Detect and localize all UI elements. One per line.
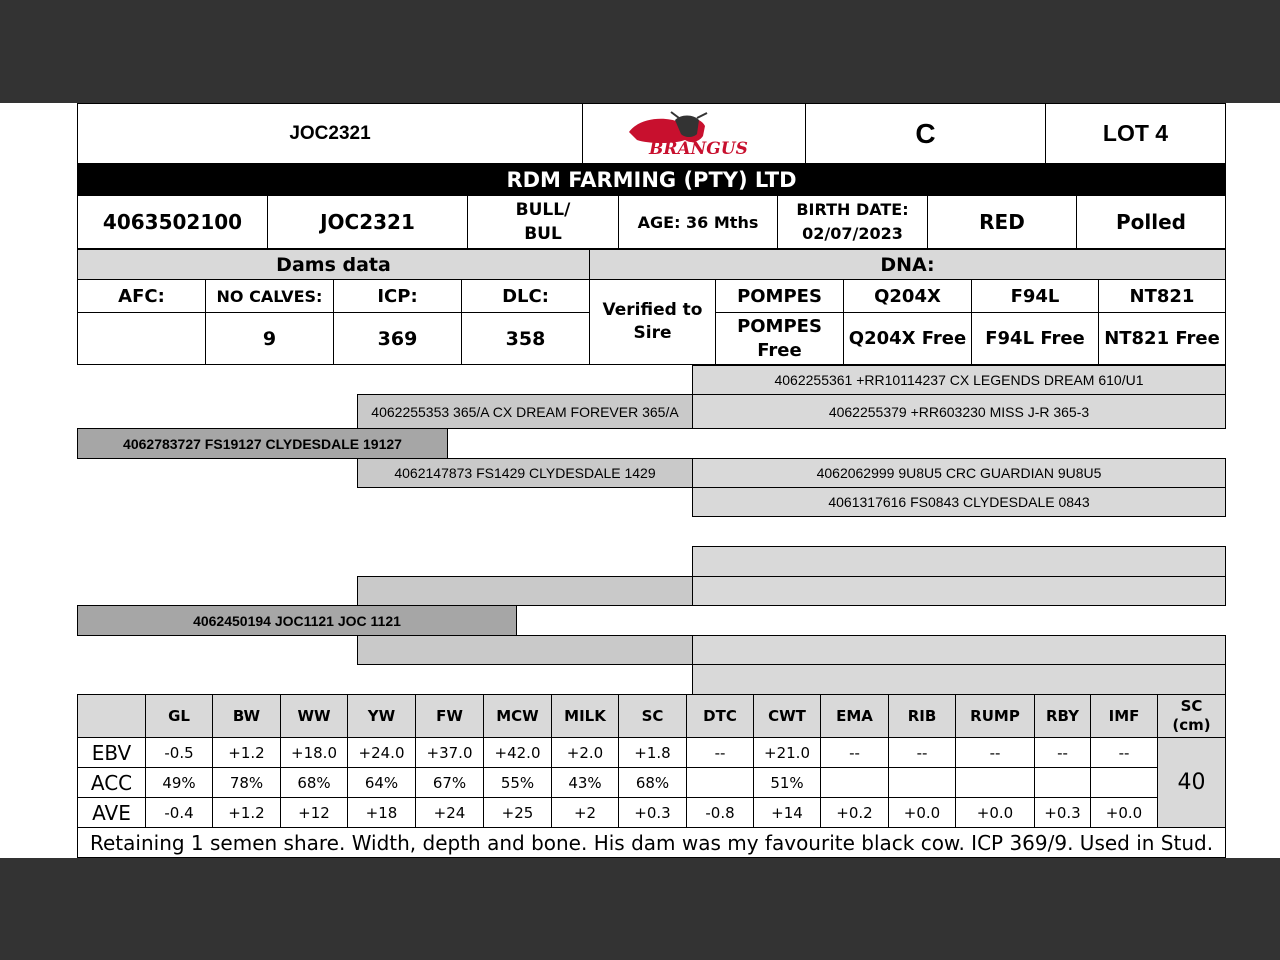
ebv-row-label-acc: ACC — [77, 767, 146, 798]
ebv-cell: +18 — [347, 797, 416, 828]
ebv-cell: +0.0 — [888, 797, 956, 828]
pedigree-sire-sire-sire: 4062255361 +RR10114237 CX LEGENDS DREAM 610/U1 — [692, 365, 1226, 395]
dna-verified-line-2: Sire — [633, 323, 672, 343]
no-calves-value: 9 — [205, 312, 334, 365]
ebv-cell: -0.4 — [145, 797, 213, 828]
pedigree-sire-sire: 4062255353 365/A CX DREAM FOREVER 365/A — [357, 394, 693, 429]
ebv-cell — [955, 767, 1035, 798]
ebv-cell: +2.0 — [551, 737, 619, 768]
pedigree-sire-sire-dam: 4062255379 +RR603230 MISS J-R 365-3 — [692, 394, 1226, 429]
dna-value-q204x: Q204X Free — [843, 312, 972, 365]
lot-number: LOT 4 — [1045, 103, 1226, 164]
ebv-cell: 49% — [145, 767, 213, 798]
ebv-cell: +18.0 — [280, 737, 348, 768]
sex-line-2: BUL — [524, 224, 562, 244]
ebv-cell: +1.2 — [212, 737, 281, 768]
grade: C — [805, 103, 1046, 164]
dna-value-nt821: NT821 Free — [1098, 312, 1226, 365]
dna-header-q204x: Q204X — [843, 279, 972, 313]
ebv-cell: -- — [955, 737, 1035, 768]
ebv-cell: +24.0 — [347, 737, 416, 768]
ebv-cell: -0.8 — [686, 797, 754, 828]
ebv-cell: +2 — [551, 797, 619, 828]
sc-cm-header-line-1: SC — [1180, 697, 1203, 715]
ebv-cell: 68% — [618, 767, 687, 798]
ebv-header-sc-cm — [1157, 694, 1226, 738]
ebv-cell: +0.0 — [955, 797, 1035, 828]
dna-verified-line-1: Verified to — [602, 300, 703, 320]
ebv-corner — [77, 694, 146, 738]
ebv-header-dtc: DTC — [686, 694, 754, 738]
ebv-header-yw: YW — [347, 694, 416, 738]
dna-header-nt821: NT821 — [1098, 279, 1226, 313]
dna-value-pompes-line-1: POMPES — [737, 315, 822, 337]
ebv-cell — [686, 767, 754, 798]
dlc-header: DLC: — [461, 279, 590, 313]
ebv-cell: -- — [820, 737, 889, 768]
lot-sheet — [0, 103, 1280, 858]
dna-value-f94l: F94L Free — [971, 312, 1099, 365]
ebv-cell: +0.3 — [618, 797, 687, 828]
ebv-cell: 64% — [347, 767, 416, 798]
ebv-cell — [1034, 767, 1091, 798]
comment: Retaining 1 semen share. Width, depth and bone. His dam was my favourite black cow. ICP 369/9. Used in Stud. — [77, 827, 1226, 858]
dlc-value: 358 — [461, 312, 590, 365]
dna-verified — [589, 279, 716, 365]
pedigree-sire-dam-sire: 4062062999 9U8U5 CRC GUARDIAN 9U8U5 — [692, 458, 1226, 488]
ebv-cell: -- — [1090, 737, 1158, 768]
ebv-cell: +24 — [415, 797, 484, 828]
ebv-header-gl: GL — [145, 694, 213, 738]
ebv-header-rib: RIB — [888, 694, 956, 738]
header-id: JOC2321 — [77, 103, 583, 164]
pedigree-sire: 4062783727 FS19127 CLYDESDALE 19127 — [77, 428, 448, 459]
ebv-cell: +0.3 — [1034, 797, 1091, 828]
ebv-header-ema: EMA — [820, 694, 889, 738]
birth-date-label: BIRTH DATE: — [796, 200, 909, 219]
dna-value-pompes-line-2: Free — [757, 339, 802, 361]
pedigree-dam-dam-dam — [692, 664, 1226, 695]
ebv-cell: -- — [888, 737, 956, 768]
ebv-row-label-ebv: EBV — [77, 737, 146, 768]
svg-text:BRANGUS: BRANGUS — [649, 138, 748, 158]
ebv-cell: +25 — [483, 797, 552, 828]
birth-date — [777, 195, 928, 249]
ebv-cell: +12 — [280, 797, 348, 828]
dna-title: DNA: — [589, 249, 1226, 280]
dams-data-title: Dams data — [77, 249, 590, 280]
ebv-cell: +1.2 — [212, 797, 281, 828]
icp-header: ICP: — [333, 279, 462, 313]
colour: RED — [927, 195, 1077, 249]
pedigree-sire-dam-dam: 4061317616 FS0843 CLYDESDALE 0843 — [692, 487, 1226, 517]
registration-number: 4063502100 — [77, 195, 268, 249]
ebv-cell: +21.0 — [753, 737, 821, 768]
pedigree-dam-dam-sire — [692, 635, 1226, 665]
pedigree-dam-sire — [357, 576, 693, 606]
sc-value: 40 — [1157, 737, 1226, 828]
ebv-header-milk: MILK — [551, 694, 619, 738]
ebv-cell: 55% — [483, 767, 552, 798]
ebv-cell: +37.0 — [415, 737, 484, 768]
ebv-header-rby: RBY — [1034, 694, 1091, 738]
ebv-cell: +1.8 — [618, 737, 687, 768]
pedigree-sire-dam: 4062147873 FS1429 CLYDESDALE 1429 — [357, 458, 693, 488]
ebv-header-cwt: CWT — [753, 694, 821, 738]
ebv-header-rump: RUMP — [955, 694, 1035, 738]
brangus-logo — [582, 103, 806, 164]
animal-id: JOC2321 — [267, 195, 468, 249]
bull-logo-icon — [619, 110, 769, 158]
dna-header-pompes: POMPES — [715, 279, 844, 313]
afc-value — [77, 312, 206, 365]
ebv-cell: +0.0 — [1090, 797, 1158, 828]
ebv-cell — [1090, 767, 1158, 798]
dna-header-f94l: F94L — [971, 279, 1099, 313]
pedigree-dam-sire-sire — [692, 546, 1226, 577]
sex-line-1: BULL/ — [515, 200, 571, 220]
ebv-cell — [888, 767, 956, 798]
ebv-cell: 67% — [415, 767, 484, 798]
age: AGE: 36 Mths — [618, 195, 778, 249]
no-calves-header: NO CALVES: — [205, 279, 334, 313]
ebv-cell: 68% — [280, 767, 348, 798]
ebv-cell: 51% — [753, 767, 821, 798]
dna-value-pompes — [715, 312, 844, 365]
ebv-header-mcw: MCW — [483, 694, 552, 738]
ebv-header-fw: FW — [415, 694, 484, 738]
ebv-cell: -0.5 — [145, 737, 213, 768]
sc-cm-header-line-2: (cm) — [1172, 716, 1211, 734]
ebv-cell: +42.0 — [483, 737, 552, 768]
ebv-cell: +14 — [753, 797, 821, 828]
ebv-cell: +0.2 — [820, 797, 889, 828]
ebv-cell: 78% — [212, 767, 281, 798]
ebv-cell: -- — [686, 737, 754, 768]
horn-status: Polled — [1076, 195, 1226, 249]
breeder-name: RDM FARMING (PTY) LTD — [77, 164, 1226, 196]
ebv-cell: 43% — [551, 767, 619, 798]
sex — [467, 195, 619, 249]
pedigree-dam-sire-dam — [692, 576, 1226, 606]
ebv-cell: -- — [1034, 737, 1091, 768]
ebv-header-bw: BW — [212, 694, 281, 738]
pedigree-dam: 4062450194 JOC1121 JOC 1121 — [77, 605, 517, 636]
birth-date-value: 02/07/2023 — [802, 224, 903, 243]
ebv-header-ww: WW — [280, 694, 348, 738]
ebv-row-label-ave: AVE — [77, 797, 146, 828]
ebv-header-imf: IMF — [1090, 694, 1158, 738]
icp-value: 369 — [333, 312, 462, 365]
ebv-header-sc: SC — [618, 694, 687, 738]
ebv-cell — [820, 767, 889, 798]
pedigree-dam-dam — [357, 635, 693, 665]
afc-header: AFC: — [77, 279, 206, 313]
